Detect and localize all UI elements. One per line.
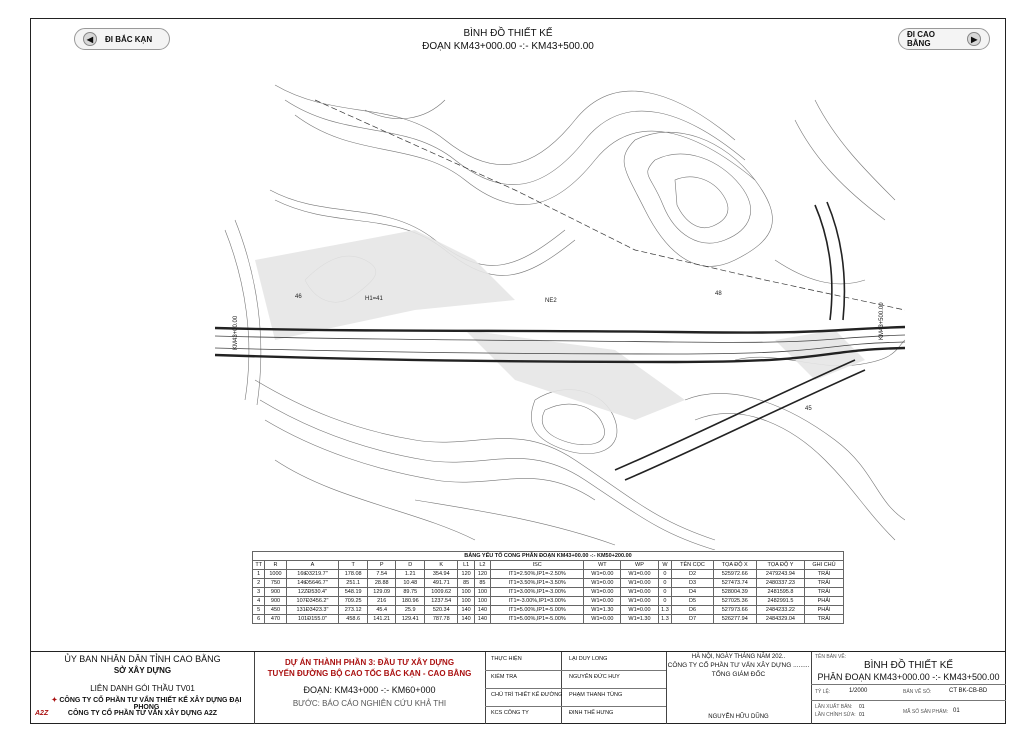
table-cell: 16tĐ3219.7" <box>286 570 339 579</box>
company-1-label: CÔNG TY CỔ PHẦN TƯ VẤN THIẾT KẾ XÂY DỰNG ĐẠI PHONG <box>59 697 242 711</box>
curve-header-cell: A <box>286 561 339 570</box>
table-cell: 450 <box>265 606 286 615</box>
sheet-no-label: BẢN VẼ SỐ: <box>903 689 932 695</box>
signature-role: THỰC HIỆN <box>491 656 522 662</box>
table-cell: D6 <box>672 606 713 615</box>
scale-value: 1/2000 <box>849 688 868 694</box>
table-cell: W1=0.00 <box>584 597 621 606</box>
table-cell: 89.75 <box>396 588 425 597</box>
table-cell: W1=0.00 <box>584 570 621 579</box>
curve-header-cell: W <box>658 561 672 570</box>
table-cell: 129.09 <box>367 588 396 597</box>
table-cell: 1.21 <box>396 570 425 579</box>
project-line-1: DỰ ÁN THÀNH PHẦN 3: ĐẦU TƯ XÂY DỰNG <box>284 658 455 667</box>
arrow-right-icon: ▶ <box>967 32 981 46</box>
table-cell: D2 <box>672 570 713 579</box>
issue-value: 01 <box>859 704 865 710</box>
table-cell: 25.9 <box>396 606 425 615</box>
company-1 <box>39 696 254 711</box>
table-cell: 100 <box>458 588 474 597</box>
approver-company: CÔNG TY CỔ PHẦN TƯ VẤN XÂY DỰNG ......... <box>667 662 810 669</box>
earthwork-areas <box>255 230 865 420</box>
table-cell: 85 <box>458 579 474 588</box>
project-line-2: TUYẾN ĐƯỜNG BỘ CAO TỐC BẮC KẠN - CAO BẰNG <box>267 669 472 678</box>
signature-role: KCS CÔNG TY <box>491 710 529 716</box>
table-cell: 7.54 <box>367 570 396 579</box>
issue-label: LẦN XUẤT BẢN: <box>815 704 853 710</box>
company-2: CÔNG TY CỔ PHẦN TƯ VẤN XÂY DỰNG A2Z <box>67 710 218 717</box>
table-cell: 1.3 <box>658 606 672 615</box>
table-cell: 107Đ3456.2" <box>286 597 339 606</box>
table-cell: IT1=2.50%,IP1=-2.50% <box>491 570 584 579</box>
table-cell: 216 <box>367 597 396 606</box>
table-cell: D3 <box>672 579 713 588</box>
sheet-no: CT BK-CB-BD <box>949 688 988 694</box>
product-code-label: MÃ SỐ SẢN PHẨM: <box>903 709 949 715</box>
table-row <box>253 606 844 615</box>
company-mark-icon: ✦ <box>51 697 60 704</box>
table-cell: 2481595.8 <box>756 588 804 597</box>
label-contour-b: 48 <box>715 291 722 297</box>
signature-role: KIỂM TRA <box>491 674 517 680</box>
drawing-title: BÌNH ĐỒ THIẾT KẾ <box>463 28 553 39</box>
consortium: LIÊN DANH GÓI THẦU TV01 <box>90 684 195 693</box>
table-cell: D5 <box>672 597 713 606</box>
company-logo: A2Z <box>35 710 49 717</box>
drawing-subtitle: ĐOẠN KM43+000.00 -:- KM43+500.00 <box>422 41 594 52</box>
label-elevation-1: H1=41 <box>365 296 383 302</box>
table-cell: 141.21 <box>367 615 396 624</box>
table-cell: 3 <box>253 588 265 597</box>
approver-title: TỔNG GIÁM ĐỐC <box>711 671 766 678</box>
signature-roles <box>485 652 666 724</box>
scale-label: TỶ LỆ: <box>815 689 831 695</box>
table-cell: 0 <box>658 570 672 579</box>
table-cell: TRÁI <box>805 615 844 624</box>
table-cell: 251.1 <box>339 579 368 588</box>
table-cell: 178.08 <box>339 570 368 579</box>
curve-header-cell: L1 <box>458 561 474 570</box>
table-cell: 2480337.23 <box>756 579 804 588</box>
table-cell: 750 <box>265 579 286 588</box>
label-contour-a: 46 <box>295 294 302 300</box>
table-cell: IT1=5.00%,IP1=-5.00% <box>491 615 584 624</box>
table-cell: IT1=3.00%,IP1=-3.00% <box>491 588 584 597</box>
table-cell: W1=0.00 <box>621 588 658 597</box>
table-cell: 354.94 <box>425 570 458 579</box>
table-row <box>253 579 844 588</box>
table-cell: 527473.74 <box>713 579 756 588</box>
curve-table-body <box>253 570 844 624</box>
plan-map <box>215 80 905 550</box>
table-cell: 5 <box>253 606 265 615</box>
authority: ỦY BAN NHÂN DÂN TỈNH CAO BẰNG <box>64 654 221 664</box>
table-cell: IT1=-3.00%,IP1=3.00% <box>491 597 584 606</box>
curve-header-cell: TÊN CỌC <box>672 561 713 570</box>
table-cell: 120 <box>474 570 490 579</box>
label-start-station: KM43+00.00 <box>233 315 239 350</box>
table-cell: W1=0.00 <box>584 615 621 624</box>
table-cell: W1=0.00 <box>621 606 658 615</box>
table-cell: 787.78 <box>425 615 458 624</box>
table-cell: 470 <box>265 615 286 624</box>
table-cell: 140 <box>458 615 474 624</box>
table-cell: 2484329.04 <box>756 615 804 624</box>
table-cell: 491.71 <box>425 579 458 588</box>
table-cell: 273.12 <box>339 606 368 615</box>
table-cell: 528004.39 <box>713 588 756 597</box>
table-cell: 100 <box>474 597 490 606</box>
drawing-name: BÌNH ĐỒ THIẾT KẾ <box>863 660 954 671</box>
table-cell: 100 <box>474 588 490 597</box>
table-cell: 520.34 <box>425 606 458 615</box>
table-cell: D4 <box>672 588 713 597</box>
signature-name: PHẠM THANH TÙNG <box>569 692 623 698</box>
table-cell: 2 <box>253 579 265 588</box>
table-cell: 4 <box>253 597 265 606</box>
table-cell: W1=1.30 <box>584 606 621 615</box>
table-cell: 140 <box>458 606 474 615</box>
curve-header-cell: WT <box>584 561 621 570</box>
table-cell: TRÁI <box>805 570 844 579</box>
table-cell: 0 <box>658 588 672 597</box>
table-cell: 0 <box>658 597 672 606</box>
curve-header-cell: R <box>265 561 286 570</box>
curve-table-title: BẢNG YẾU TỐ CONG PHÂN ĐOẠN KM43+00.00 -:- KM50+200.00 <box>253 552 844 561</box>
table-cell: 140 <box>474 606 490 615</box>
table-cell: PHẢI <box>805 606 844 615</box>
drawing-name-label: TÊN BẢN VẼ: <box>815 654 847 660</box>
table-cell: W1=0.00 <box>621 570 658 579</box>
curve-header-cell: K <box>425 561 458 570</box>
table-cell: 10.48 <box>396 579 425 588</box>
signature-role: CHỦ TRÌ THIẾT KẾ ĐƯỜNG <box>491 692 563 698</box>
table-cell: 6 <box>253 615 265 624</box>
curve-header-cell: TỌA ĐỘ X <box>713 561 756 570</box>
table-cell: 180.96 <box>396 597 425 606</box>
label-contour-c: 45 <box>805 406 812 412</box>
product-code: 01 <box>953 708 960 714</box>
table-cell: 2479243.94 <box>756 570 804 579</box>
curve-header-cell: TỌA ĐỘ Y <box>756 561 804 570</box>
table-cell: 527025.36 <box>713 597 756 606</box>
table-row <box>253 597 844 606</box>
table-row <box>253 615 844 624</box>
table-row <box>253 570 844 579</box>
table-cell: 2482991.5 <box>756 597 804 606</box>
table-cell: 1 <box>253 570 265 579</box>
go-cao-bang-button[interactable] <box>898 28 990 50</box>
table-cell: 129.41 <box>396 615 425 624</box>
revision-value: 01 <box>859 712 865 718</box>
table-cell: 0 <box>658 579 672 588</box>
title-block <box>31 651 1006 724</box>
table-cell: 709.25 <box>339 597 368 606</box>
table-cell: 458.6 <box>339 615 368 624</box>
table-cell: TRÁI <box>805 588 844 597</box>
table-cell: 1000 <box>265 570 286 579</box>
table-cell: IT1=3.50%,IP1=-3.50% <box>491 579 584 588</box>
revision-label: LẦN CHỈNH SỬA: <box>815 712 856 718</box>
table-cell: W1=1.30 <box>621 615 658 624</box>
signature-name: ĐINH THẾ HƯNG <box>569 710 614 716</box>
table-cell: TRÁI <box>805 579 844 588</box>
label-elevation-2: NE2 <box>545 298 557 304</box>
signature-name: LẠI DUY LONG <box>569 656 608 662</box>
table-cell: 527973.66 <box>713 606 756 615</box>
label-end-station: KM43+500.00 <box>879 302 885 340</box>
date-line: HÀ NỘI, NGÀY THÁNG NĂM 202.. <box>691 654 786 660</box>
go-bac-kan-label: ĐI BẮC KẠN <box>105 34 153 44</box>
table-cell: 900 <box>265 588 286 597</box>
arrow-left-icon: ◀ <box>83 32 97 46</box>
table-cell: PHẢI <box>805 597 844 606</box>
curve-header-cell: D <box>396 561 425 570</box>
table-cell: W1=0.00 <box>584 588 621 597</box>
curve-elements-table <box>252 551 844 624</box>
table-cell: W1=0.00 <box>621 579 658 588</box>
department: SỞ XÂY DỰNG <box>113 666 172 675</box>
curve-header-cell: TT <box>253 561 265 570</box>
table-cell: D7 <box>672 615 713 624</box>
curve-header-cell: ISC <box>491 561 584 570</box>
table-cell: 140 <box>474 615 490 624</box>
table-cell: 2484233.22 <box>756 606 804 615</box>
table-cell: W1=0.00 <box>621 597 658 606</box>
signature-name: NGUYỄN ĐỨC HUY <box>569 674 620 680</box>
table-cell: 100 <box>458 597 474 606</box>
table-cell: 12ZĐ530.4" <box>286 588 339 597</box>
table-cell: 1.3 <box>658 615 672 624</box>
curve-header-cell: T <box>339 561 368 570</box>
drawing-sub: PHÂN ĐOẠN KM43+000.00 -:- KM43+500.00 <box>817 672 1000 682</box>
table-cell: 120 <box>458 570 474 579</box>
approver-name: NGUYỄN HỮU DŨNG <box>708 714 769 720</box>
go-cao-bang-label: ĐI CAO BẰNG <box>907 30 935 48</box>
go-bac-kan-button[interactable] <box>74 28 170 50</box>
table-cell: 1009.62 <box>425 588 458 597</box>
table-cell: IT1=5.00%,IP1=-5.00% <box>491 606 584 615</box>
curve-table-header <box>253 561 844 570</box>
table-cell: 28.88 <box>367 579 396 588</box>
table-row <box>253 588 844 597</box>
curve-header-cell: P <box>367 561 396 570</box>
table-cell: 45.4 <box>367 606 396 615</box>
table-cell: 14tĐ5646.7" <box>286 579 339 588</box>
table-cell: 548.19 <box>339 588 368 597</box>
curve-header-cell: L2 <box>474 561 490 570</box>
table-cell: 1237.54 <box>425 597 458 606</box>
table-cell: 900 <box>265 597 286 606</box>
table-cell: 131Đ3423.3" <box>286 606 339 615</box>
section-range: ĐOẠN: KM43+000 -:- KM60+000 <box>303 685 436 695</box>
table-cell: W1=0.00 <box>584 579 621 588</box>
design-step: BƯỚC: BÁO CÁO NGHIÊN CỨU KHẢ THI <box>292 699 447 708</box>
curve-header-cell: WP <box>621 561 658 570</box>
table-cell: 525972.66 <box>713 570 756 579</box>
table-cell: 85 <box>474 579 490 588</box>
table-cell: 526277.94 <box>713 615 756 624</box>
curve-header-cell: GHI CHÚ <box>805 561 844 570</box>
table-cell: 101Đ155.0" <box>286 615 339 624</box>
